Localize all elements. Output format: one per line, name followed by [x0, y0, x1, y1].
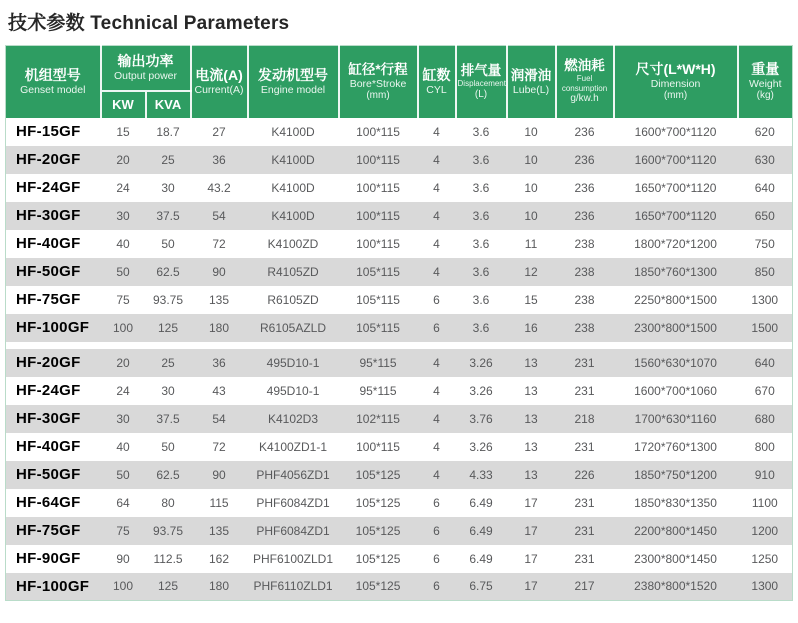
- column-header-lube: [507, 46, 556, 118]
- model-cell: HF-20GF: [6, 146, 101, 174]
- header-zh: 电流(A): [195, 67, 243, 84]
- value-cell: R6105AZLD: [248, 314, 339, 342]
- value-cell: 36: [191, 349, 248, 377]
- value-cell: 4: [418, 349, 456, 377]
- table-row: [6, 545, 793, 573]
- model-cell: HF-30GF: [6, 405, 101, 433]
- value-cell: 10: [507, 146, 556, 174]
- value-cell: 50: [146, 433, 191, 461]
- value-cell: 100*115: [339, 174, 418, 202]
- value-cell: 105*115: [339, 286, 418, 314]
- value-cell: 10: [507, 118, 556, 146]
- header-zh: 重量: [751, 61, 780, 78]
- model-cell: HF-20GF: [6, 349, 101, 377]
- value-cell: 24: [101, 377, 146, 405]
- table-row: [6, 174, 793, 202]
- table-row: [6, 377, 793, 405]
- value-cell: 1600*700*1120: [614, 146, 738, 174]
- header-en: Bore*Stroke: [349, 77, 407, 90]
- value-cell: 30: [101, 202, 146, 230]
- value-cell: 25: [146, 146, 191, 174]
- value-cell: 4: [418, 146, 456, 174]
- value-cell: 1800*720*1200: [614, 230, 738, 258]
- value-cell: 6.49: [456, 489, 507, 517]
- value-cell: 105*125: [339, 461, 418, 489]
- value-cell: 1850*760*1300: [614, 258, 738, 286]
- value-cell: 30: [146, 174, 191, 202]
- model-cell: HF-90GF: [6, 545, 101, 573]
- value-cell: 25: [146, 349, 191, 377]
- value-cell: 1650*700*1120: [614, 174, 738, 202]
- value-cell: 1600*700*1060: [614, 377, 738, 405]
- value-cell: 135: [191, 517, 248, 545]
- header-unit: (mm): [366, 90, 390, 101]
- value-cell: 238: [556, 230, 614, 258]
- value-cell: 231: [556, 377, 614, 405]
- value-cell: 125: [146, 314, 191, 342]
- model-cell: HF-75GF: [6, 286, 101, 314]
- value-cell: 43.2: [191, 174, 248, 202]
- model-cell: HF-100GF: [6, 314, 101, 342]
- column-header-current: [191, 46, 248, 118]
- table-row: [6, 517, 793, 545]
- value-cell: 30: [146, 377, 191, 405]
- model-cell: HF-100GF: [6, 573, 101, 601]
- value-cell: 630: [738, 146, 793, 174]
- value-cell: 226: [556, 461, 614, 489]
- value-cell: 24: [101, 174, 146, 202]
- value-cell: 20: [101, 349, 146, 377]
- value-cell: PHF6100ZLD1: [248, 545, 339, 573]
- value-cell: K4100ZD: [248, 230, 339, 258]
- column-header-displacement: [456, 46, 507, 118]
- value-cell: 64: [101, 489, 146, 517]
- value-cell: 75: [101, 517, 146, 545]
- model-cell: HF-50GF: [6, 258, 101, 286]
- value-cell: 6: [418, 314, 456, 342]
- value-cell: 670: [738, 377, 793, 405]
- value-cell: 40: [101, 230, 146, 258]
- value-cell: 105*115: [339, 258, 418, 286]
- value-cell: 4: [418, 118, 456, 146]
- value-cell: 105*125: [339, 489, 418, 517]
- value-cell: 115: [191, 489, 248, 517]
- value-cell: 4: [418, 433, 456, 461]
- header-zh: 发动机型号: [258, 67, 329, 84]
- value-cell: 3.26: [456, 377, 507, 405]
- value-cell: 6: [418, 286, 456, 314]
- value-cell: 2300*800*1450: [614, 545, 738, 573]
- value-cell: 75: [101, 286, 146, 314]
- value-cell: 236: [556, 202, 614, 230]
- model-cell: HF-40GF: [6, 230, 101, 258]
- value-cell: 36: [191, 146, 248, 174]
- value-cell: 40: [101, 433, 146, 461]
- value-cell: 100*115: [339, 146, 418, 174]
- value-cell: 3.26: [456, 433, 507, 461]
- value-cell: 236: [556, 146, 614, 174]
- table-header: [6, 46, 793, 118]
- value-cell: 37.5: [146, 405, 191, 433]
- model-cell: HF-64GF: [6, 489, 101, 517]
- value-cell: 43: [191, 377, 248, 405]
- value-cell: 50: [101, 258, 146, 286]
- table-row: [6, 146, 793, 174]
- header-en: Current(A): [194, 83, 244, 96]
- value-cell: 105*115: [339, 314, 418, 342]
- value-cell: 20: [101, 146, 146, 174]
- header-unit: (L): [474, 88, 488, 100]
- table-row: [6, 405, 793, 433]
- value-cell: 620: [738, 118, 793, 146]
- header-en: Output power: [113, 69, 178, 82]
- value-cell: 17: [507, 545, 556, 573]
- value-cell: 15: [507, 286, 556, 314]
- value-cell: 100*115: [339, 433, 418, 461]
- value-cell: 17: [507, 573, 556, 601]
- table-row: [6, 349, 793, 377]
- value-cell: 1700*630*1160: [614, 405, 738, 433]
- header-zh: 燃油耗: [564, 58, 605, 74]
- value-cell: 13: [507, 433, 556, 461]
- value-cell: 180: [191, 573, 248, 601]
- value-cell: 50: [101, 461, 146, 489]
- value-cell: 3.6: [456, 202, 507, 230]
- table-row: [6, 202, 793, 230]
- value-cell: K4100D: [248, 146, 339, 174]
- value-cell: 1200: [738, 517, 793, 545]
- value-cell: 90: [191, 258, 248, 286]
- value-cell: 640: [738, 174, 793, 202]
- value-cell: 4: [418, 405, 456, 433]
- table-row: [6, 286, 793, 314]
- value-cell: 495D10-1: [248, 377, 339, 405]
- value-cell: 2200*800*1450: [614, 517, 738, 545]
- technical-parameters-table: [5, 45, 793, 601]
- value-cell: 105*125: [339, 517, 418, 545]
- value-cell: 13: [507, 349, 556, 377]
- value-cell: 13: [507, 461, 556, 489]
- value-cell: PHF6084ZD1: [248, 517, 339, 545]
- value-cell: 1850*750*1200: [614, 461, 738, 489]
- value-cell: 100: [101, 314, 146, 342]
- value-cell: 95*115: [339, 349, 418, 377]
- header-unit: (kg): [756, 90, 774, 102]
- table-body: [6, 118, 793, 601]
- value-cell: 238: [556, 314, 614, 342]
- value-cell: 100: [101, 573, 146, 601]
- value-cell: K4100D: [248, 202, 339, 230]
- value-cell: 10: [507, 174, 556, 202]
- column-header-kw: KW: [101, 91, 146, 118]
- table-row: [6, 118, 793, 146]
- value-cell: 6.75: [456, 573, 507, 601]
- value-cell: PHF6084ZD1: [248, 489, 339, 517]
- value-cell: 850: [738, 258, 793, 286]
- value-cell: 180: [191, 314, 248, 342]
- column-header-output-power: [101, 46, 191, 91]
- table-row: [6, 461, 793, 489]
- value-cell: 62.5: [146, 258, 191, 286]
- header-en: Weight: [749, 77, 782, 90]
- header-zh: 润滑油: [510, 67, 552, 83]
- value-cell: 54: [191, 405, 248, 433]
- header-en: Fuel consumption: [561, 74, 608, 93]
- value-cell: 1100: [738, 489, 793, 517]
- value-cell: 2380*800*1520: [614, 573, 738, 601]
- model-cell: HF-30GF: [6, 202, 101, 230]
- value-cell: 640: [738, 349, 793, 377]
- value-cell: 4: [418, 461, 456, 489]
- value-cell: 217: [556, 573, 614, 601]
- value-cell: 680: [738, 405, 793, 433]
- value-cell: 17: [507, 517, 556, 545]
- value-cell: 4: [418, 377, 456, 405]
- column-header-genset-model: [6, 46, 101, 118]
- header-en: Genset model: [20, 83, 86, 96]
- value-cell: 72: [191, 230, 248, 258]
- value-cell: 18.7: [146, 118, 191, 146]
- model-cell: HF-50GF: [6, 461, 101, 489]
- column-header-cyl: [418, 46, 456, 118]
- value-cell: 2300*800*1500: [614, 314, 738, 342]
- value-cell: 231: [556, 349, 614, 377]
- model-cell: HF-75GF: [6, 517, 101, 545]
- table-row: [6, 314, 793, 342]
- header-en: Displacement: [457, 79, 506, 89]
- header-en: CYL: [426, 83, 447, 96]
- value-cell: 1850*830*1350: [614, 489, 738, 517]
- value-cell: 100*115: [339, 118, 418, 146]
- header-zh: 缸数: [422, 67, 451, 84]
- value-cell: 125: [146, 573, 191, 601]
- value-cell: 105*125: [339, 573, 418, 601]
- model-cell: HF-24GF: [6, 377, 101, 405]
- value-cell: 3.76: [456, 405, 507, 433]
- table-row: [6, 573, 793, 601]
- value-cell: 4.33: [456, 461, 507, 489]
- table-row: [6, 489, 793, 517]
- value-cell: 4: [418, 174, 456, 202]
- value-cell: 4: [418, 258, 456, 286]
- value-cell: 100*115: [339, 230, 418, 258]
- value-cell: PHF4056ZD1: [248, 461, 339, 489]
- header-zh: 尺寸(L*W*H): [635, 61, 716, 78]
- header-en: Engine model: [260, 83, 326, 96]
- value-cell: 93.75: [146, 286, 191, 314]
- value-cell: PHF6110ZLD1: [248, 573, 339, 601]
- value-cell: 750: [738, 230, 793, 258]
- table-row: [6, 230, 793, 258]
- column-header-fuel-consumption: [556, 46, 614, 118]
- value-cell: 27: [191, 118, 248, 146]
- value-cell: 72: [191, 433, 248, 461]
- table-row: [6, 433, 793, 461]
- value-cell: 218: [556, 405, 614, 433]
- value-cell: 231: [556, 517, 614, 545]
- value-cell: 3.6: [456, 258, 507, 286]
- value-cell: 2250*800*1500: [614, 286, 738, 314]
- value-cell: 1720*760*1300: [614, 433, 738, 461]
- value-cell: 30: [101, 405, 146, 433]
- value-cell: 231: [556, 433, 614, 461]
- value-cell: 17: [507, 489, 556, 517]
- header-en: Dimension: [650, 77, 701, 90]
- value-cell: 236: [556, 118, 614, 146]
- value-cell: 37.5: [146, 202, 191, 230]
- column-header-engine-model: [248, 46, 339, 118]
- header-unit: (mm): [663, 90, 688, 102]
- value-cell: 238: [556, 258, 614, 286]
- value-cell: 3.6: [456, 314, 507, 342]
- value-cell: R4105ZD: [248, 258, 339, 286]
- value-cell: 6.49: [456, 517, 507, 545]
- table-row: [6, 258, 793, 286]
- value-cell: R6105ZD: [248, 286, 339, 314]
- value-cell: 90: [191, 461, 248, 489]
- value-cell: 236: [556, 174, 614, 202]
- value-cell: K4100D: [248, 174, 339, 202]
- value-cell: 1300: [738, 286, 793, 314]
- value-cell: 6.49: [456, 545, 507, 573]
- value-cell: K4102D3: [248, 405, 339, 433]
- value-cell: 50: [146, 230, 191, 258]
- model-cell: HF-15GF: [6, 118, 101, 146]
- value-cell: 231: [556, 545, 614, 573]
- value-cell: 80: [146, 489, 191, 517]
- value-cell: 105*125: [339, 545, 418, 573]
- column-header-dimension: [614, 46, 738, 118]
- value-cell: K4100D: [248, 118, 339, 146]
- value-cell: 238: [556, 286, 614, 314]
- header-zh: 机组型号: [24, 67, 81, 84]
- value-cell: 3.26: [456, 349, 507, 377]
- model-cell: HF-24GF: [6, 174, 101, 202]
- value-cell: 1500: [738, 314, 793, 342]
- value-cell: 3.6: [456, 286, 507, 314]
- value-cell: 800: [738, 433, 793, 461]
- value-cell: 6: [418, 545, 456, 573]
- value-cell: 6: [418, 517, 456, 545]
- value-cell: K4100ZD1-1: [248, 433, 339, 461]
- value-cell: 13: [507, 405, 556, 433]
- value-cell: 1300: [738, 573, 793, 601]
- value-cell: 10: [507, 202, 556, 230]
- value-cell: 54: [191, 202, 248, 230]
- value-cell: 6: [418, 489, 456, 517]
- value-cell: 93.75: [146, 517, 191, 545]
- value-cell: 3.6: [456, 146, 507, 174]
- header-zh: 缸径*行程: [348, 61, 408, 77]
- value-cell: 100*115: [339, 202, 418, 230]
- section-gap: [6, 342, 793, 349]
- value-cell: 16: [507, 314, 556, 342]
- header-en: Lube(L): [512, 83, 550, 96]
- column-header-bore-stroke: [339, 46, 418, 118]
- value-cell: 3.6: [456, 230, 507, 258]
- column-header-kva: KVA: [146, 91, 191, 118]
- value-cell: 135: [191, 286, 248, 314]
- value-cell: 15: [101, 118, 146, 146]
- value-cell: 102*115: [339, 405, 418, 433]
- value-cell: 1600*700*1120: [614, 118, 738, 146]
- value-cell: 4: [418, 230, 456, 258]
- value-cell: 650: [738, 202, 793, 230]
- value-cell: 1560*630*1070: [614, 349, 738, 377]
- value-cell: 495D10-1: [248, 349, 339, 377]
- value-cell: 95*115: [339, 377, 418, 405]
- value-cell: 3.6: [456, 118, 507, 146]
- header-zh: 排气量: [460, 63, 502, 79]
- value-cell: 1650*700*1120: [614, 202, 738, 230]
- value-cell: 62.5: [146, 461, 191, 489]
- value-cell: 6: [418, 573, 456, 601]
- value-cell: 1250: [738, 545, 793, 573]
- value-cell: 3.6: [456, 174, 507, 202]
- header-zh: 输出功率: [117, 53, 174, 70]
- value-cell: 4: [418, 202, 456, 230]
- page-title: 技术参数 Technical Parameters: [8, 13, 290, 34]
- value-cell: 162: [191, 545, 248, 573]
- value-cell: 90: [101, 545, 146, 573]
- header-unit: g/kw.h: [570, 93, 599, 105]
- value-cell: 231: [556, 489, 614, 517]
- value-cell: 12: [507, 258, 556, 286]
- value-cell: 112.5: [146, 545, 191, 573]
- value-cell: 13: [507, 377, 556, 405]
- model-cell: HF-40GF: [6, 433, 101, 461]
- value-cell: 910: [738, 461, 793, 489]
- value-cell: 11: [507, 230, 556, 258]
- column-header-weight: [738, 46, 793, 118]
